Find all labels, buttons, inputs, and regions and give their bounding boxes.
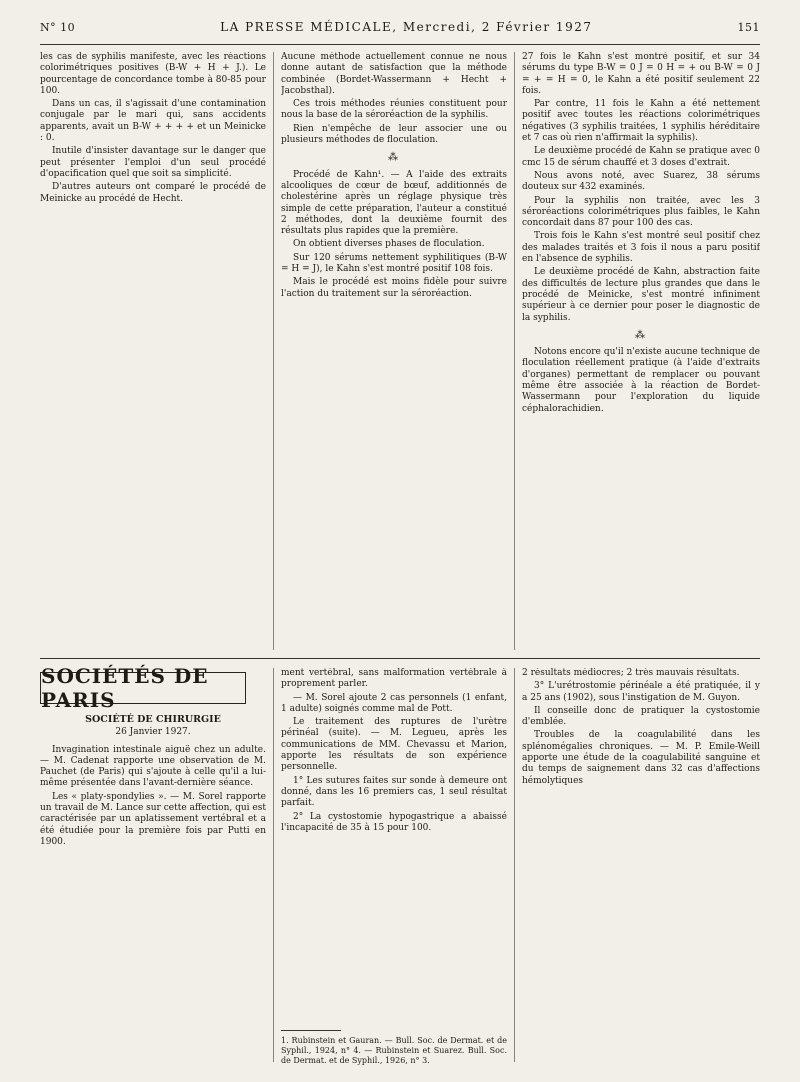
column-divider <box>514 52 515 650</box>
footnote <box>281 1036 507 1066</box>
running-header <box>40 20 760 42</box>
paragraph: Invagination intestinale aiguë chez un adulte. — M. Cadenat rapporte une observation de M. Pauchet (de Paris) qui s'ajoute à celle qu'il a lui-même présentée dans l'avant-dernière séance. <box>40 744 266 789</box>
bottom-column-2 <box>281 668 507 1024</box>
paragraph: Troubles de la coagulabilité dans les splénomégalies chroniques. — M. P. Emile-Weill apporte une étude de la coagulabilité sanguine et du temps de saignement dans 32 cas d'affections hémolytiques <box>522 730 760 786</box>
journal-title: LA PRESSE MÉDICALE, Mercredi, 2 Février 1927 <box>220 20 593 34</box>
issue-number: N° 10 <box>40 21 76 34</box>
paragraph: Le deuxième procédé de Kahn, abstraction faite des difficultés de lecture plus grandes que dans le procédé de Meinicke, s'est montré infiniment supérieur à ce dernier pour poser le diagnostic de la syphilis. <box>522 267 760 323</box>
section-asterism: ⁂ <box>635 329 647 341</box>
paragraph: Les « platy-spondylies ». — M. Sorel rapporte un travail de M. Lance sur cette affection, qui est caractérisée par un aplatissement vertébral et a été étudiée pour la première fois par Putti en 1900. <box>40 791 266 847</box>
paragraph: Par contre, 11 fois le Kahn a été nettement positif avec toutes les réactions colorimétriques négatives (3 syphilis traitées, 1 syphilis héréditaire et 7 cas où rien n'affirmait la syphilis). <box>522 99 760 144</box>
paragraph: Pour la syphilis non traitée, avec les 3 séroréactions colorimétriques plus faibles, le Kahn concordait dans 87 pour 100 des cas. <box>522 195 760 229</box>
paragraph: Nous avons noté, avec Suarez, 38 sérums douteux sur 432 examinés. <box>522 170 760 193</box>
section-rule <box>40 658 760 659</box>
bottom-column-3 <box>522 668 760 1062</box>
paragraph: Le deuxième procédé de Kahn se pratique avec 0 cmc 15 de sérum chauffé et 3 doses d'extrait. <box>522 146 760 168</box>
bottom-column-1 <box>40 710 266 1062</box>
paragraph: Mais le procédé est moins fidèle pour suivre l'action du traitement sur la séroréaction. <box>281 277 507 299</box>
paragraph: les cas de syphilis manifeste, avec les réactions colorimétriques positives (B-W + H + J.). Le pourcentage de concordance tombe à 80-85 pour 100. <box>40 52 266 96</box>
column-divider <box>273 52 274 650</box>
paragraph: 2° La cystostomie hypogastrique a abaissé l'incapacité de 35 à 15 pour 100. <box>281 811 507 833</box>
paragraph: On obtient diverses phases de floculation. <box>293 239 485 250</box>
paragraph: 3° L'urétrostomie périnéale a été pratiquée, il y a 25 ans (1902), sous l'instigation de M. Guyon. <box>522 681 760 703</box>
society-heading: SOCIÉTÉ DE CHIRURGIE <box>85 714 221 725</box>
paragraph: Inutile d'insister davantage sur le danger que peut présenter l'emploi d'un seul procédé d'opacification quel que soit sa simplicité. <box>40 146 266 179</box>
top-column-2 <box>281 52 507 650</box>
footnote-text: 1. Rubinstein et Gauran. — Bull. Soc. de Dermat. et de Syphil., 1924, n° 4. — Rubinstein et Suarez. Bull. Soc. de Dermat. et de Syphil., 1926, n° 3. <box>281 1036 507 1065</box>
paragraph: ment vertébral, sans malformation vertébrale à proprement parler. <box>281 668 507 690</box>
page-number: 151 <box>737 21 760 34</box>
column-divider <box>514 668 515 1062</box>
section-title-box <box>40 664 246 712</box>
top-column-3 <box>522 52 760 650</box>
paragraph: Ces trois méthodes réunies constituent pour nous la base de la séroréaction de la syphilis. <box>281 99 507 121</box>
column-divider <box>273 668 274 1062</box>
paragraph: Rien n'empêche de leur associer une ou plusieurs méthodes de floculation. <box>281 123 507 146</box>
paragraph: Sur 120 sérums nettement syphilitiques (B-W = H = J), le Kahn s'est montré positif 108 fois. <box>281 252 507 275</box>
section-title: SOCIÉTÉS DE PARIS <box>41 664 209 712</box>
top-column-1 <box>40 52 266 650</box>
paragraph: D'autres auteurs ont comparé le procédé de Meinicke au procédé de Hecht. <box>40 182 266 204</box>
paragraph: Aucune méthode actuellement connue ne nous donne autant de satisfaction que la méthode combinée (Bordet-Wassermann + Hecht + Jacobsthal). <box>281 52 507 96</box>
paragraph: Notons encore qu'il n'existe aucune technique de floculation réellement pratique (à l'aide d'extraits d'organes) permettant de remplacer ou pouvant même être associée à la réaction de Bordet-Wassermann pour l'exploration du liquide céphalorachidien. <box>522 347 760 414</box>
paragraph: 1° Les sutures faites sur sonde à demeure ont donné, dans les 16 premiers cas, 1 seul résultat parfait. <box>281 775 507 809</box>
paragraph: Procédé de Kahn¹. — A l'aide des extraits alcooliques de cœur de bœuf, additionnés de cholestérine après un réglage physique très simple de cette préparation, l'auteur a constitué 2 méthodes, dont la deuxième fournit des résultats plus rapides que la première. <box>281 169 507 237</box>
paragraph: Il conseille donc de pratiquer la cystostomie d'emblée. <box>522 705 760 728</box>
footnote-rule <box>281 1030 341 1031</box>
paragraph: Dans un cas, il s'agissait d'une contamination conjugale par le mari qui, sans accidents apparents, avait un B-W + + + + et un Meinicke : 0. <box>40 99 266 144</box>
paragraph: Le traitement des ruptures de l'urètre périnéal (suite). — M. Legueu, après les communications de MM. Chevassu et Marion, apporte les résultats de son expérience personnelle. <box>281 717 507 773</box>
paragraph: 27 fois le Kahn s'est montré positif, et sur 34 sérums du type B-W = 0 J = 0 H = + ou B-W = 0 J = + = H = 0, le Kahn a été positif seulement 22 fois. <box>522 52 760 96</box>
header-rule <box>40 44 760 45</box>
paragraph: Trois fois le Kahn s'est montré seul positif chez des malades traités et 3 fois il nous a paru positif en l'absence de syphilis. <box>522 231 760 265</box>
paragraph: 2 résultats médiocres; 2 très mauvais résultats. <box>522 668 740 678</box>
session-date: 26 Janvier 1927. <box>115 727 191 738</box>
paragraph: — M. Sorel ajoute 2 cas personnels (1 enfant, 1 adulte) soignés comme mal de Pott. <box>281 692 507 714</box>
section-asterism: ⁂ <box>388 152 400 164</box>
